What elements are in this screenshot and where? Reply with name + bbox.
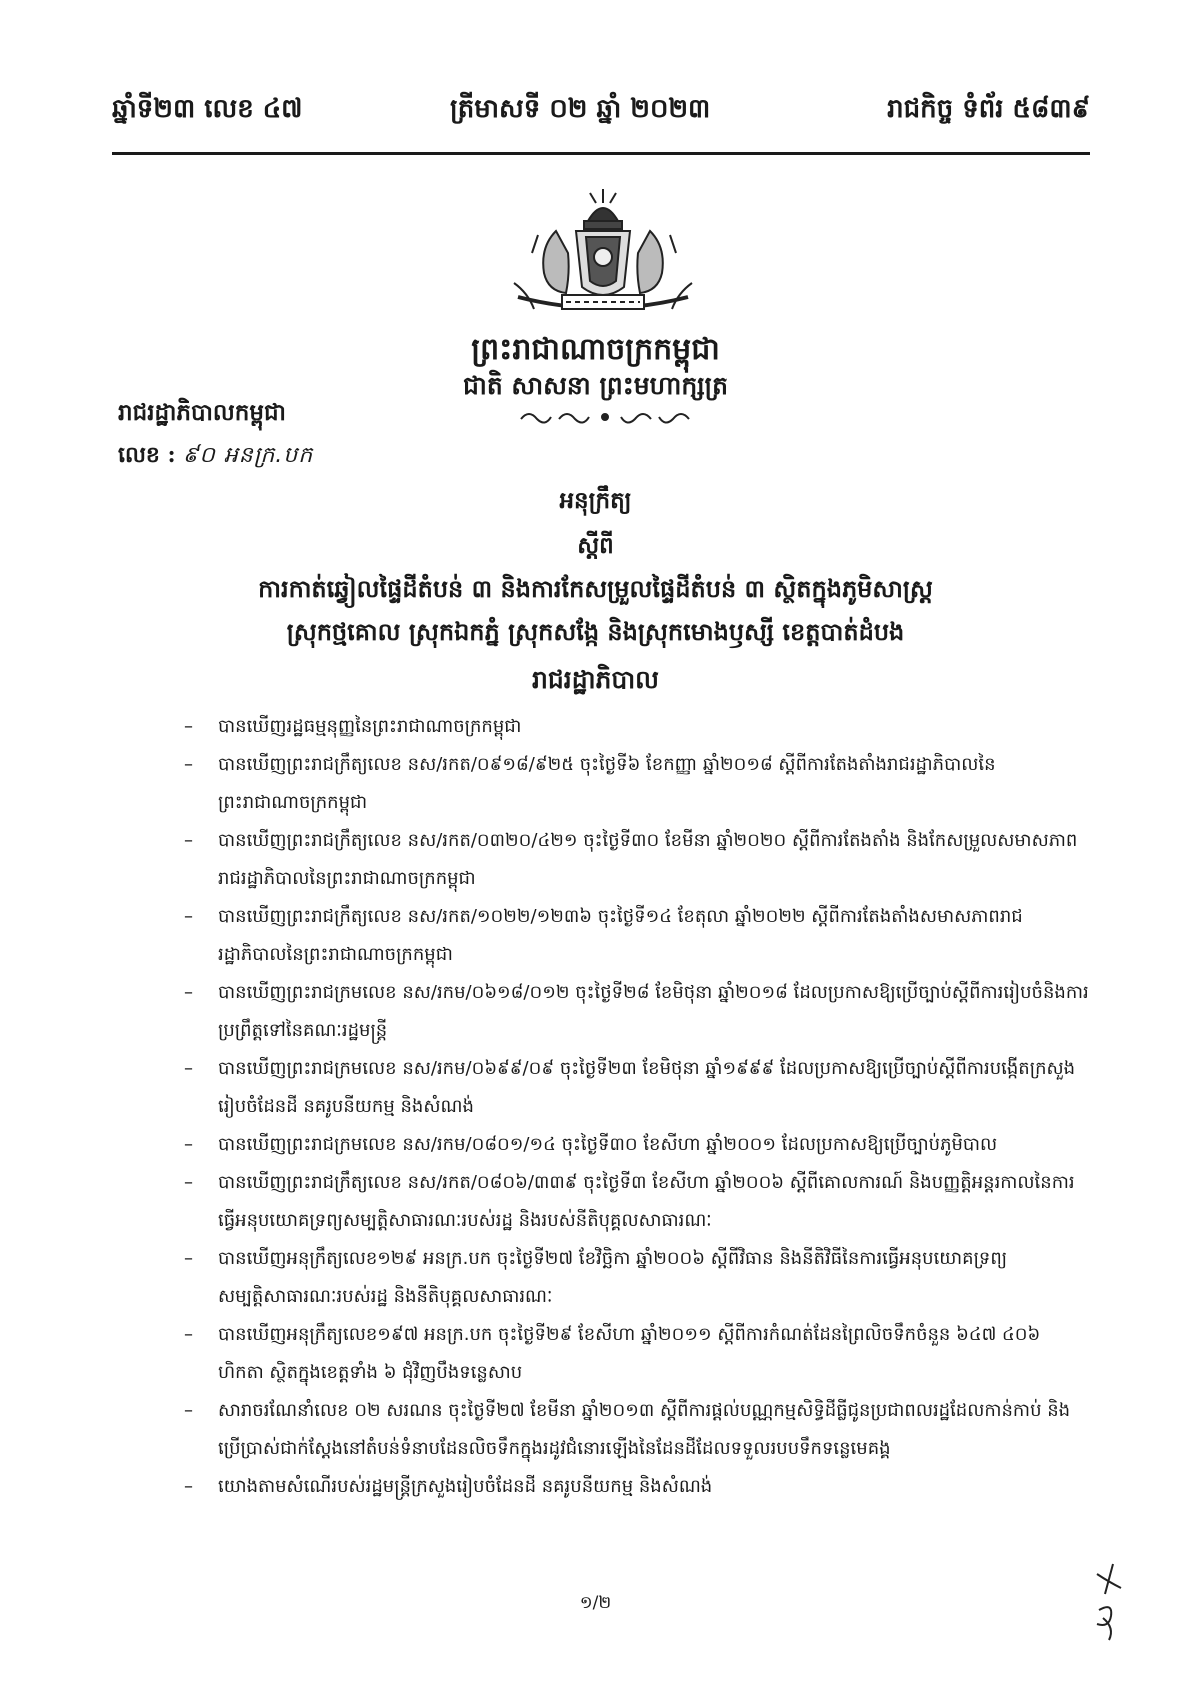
gazette-issue: ឆ្នាំទី២៣ លេខ ៤៧	[112, 94, 303, 124]
preamble-item: – សារាចរណែនាំលេខ ០២ សរណន ចុះថ្ងៃទី២៧ ខែមីនា ឆ្នាំ២០១៣ ស្តីពីការផ្តល់បណ្ណកម្មសិទ្ធិដីធ្លីជូនប្រជាពលរដ្ឋដែលកាន់កាប់ និងប្រើប្រាស់ជាក់ស្តែងនៅតំបន់ទំនាបដែនលិចទឹកក្នុងរដូវជំនោរឡើងនៃដែនដីដែលទទួលរបបទឹកទន្លេមេគង្គ	[184, 1392, 1089, 1468]
ornament-divider-icon	[515, 405, 695, 427]
reference-number	[118, 441, 313, 473]
royal-coat-of-arms-icon	[510, 187, 696, 323]
document-type: អនុក្រឹត្យ	[559, 487, 632, 514]
preamble-item: – យោងតាមសំណើរបស់រដ្ឋមន្ត្រីក្រសួងរៀបចំដែនដី នគរូបនីយកម្ម និងសំណង់	[184, 1468, 1089, 1506]
handwritten-initials-icon	[1083, 1558, 1127, 1646]
document-issuer: រាជរដ្ឋាភិបាល	[532, 665, 659, 694]
gazette-quarter: ត្រីមាសទី ០២ ឆ្នាំ ២០២៣	[450, 94, 711, 124]
kingdom-motto: ជាតិ សាសនា ព្រះមហាក្សត្រ	[463, 371, 728, 400]
gazette-header	[112, 88, 1090, 155]
preamble-item: – បានឃើញអនុក្រឹត្យលេខ១២៩ អនក្រ.បក ចុះថ្ងៃទី២៧ ខែវិច្ឆិកា ឆ្នាំ២០០៦ ស្តីពីវិធាន និងនីតិវិធីនៃការធ្វើអនុបយោគទ្រព្យសម្បត្តិសាធារណៈរបស់រដ្ឋ និងនីតិបុគ្គលសាធារណៈ	[184, 1240, 1089, 1316]
preamble-item: – បានឃើញអនុក្រឹត្យលេខ១៩៧ អនក្រ.បក ចុះថ្ងៃទី២៩ ខែសីហា ឆ្នាំ២០១១ ស្តីពីការកំណត់ដែនព្រៃលិចទឹកចំនួន ៦៤៧ ៤០៦ ហិកតា ស្ថិតក្នុងខេត្តទាំង ៦ ជុំវិញបឹងទន្លេសាប	[184, 1316, 1089, 1392]
page-number: ១/២	[579, 1593, 612, 1613]
gazette-page-number: រាជកិច្ច ទំព័រ ៥៨៣៩	[887, 94, 1090, 124]
reference-number-value: ៩០ អនក្រ.បក	[182, 443, 314, 468]
preamble-item: – បានឃើញព្រះរាជក្រមលេខ នស/រកម/០៨០១/១៤ ចុះថ្ងៃទី៣០ ខែសីហា ឆ្នាំ២០០១ ដែលប្រកាសឱ្យប្រើច្បាប់ភូមិបាល	[184, 1126, 1089, 1164]
preamble-item: – បានឃើញព្រះរាជក្រមលេខ នស/រកម/០៦១៨/០១២ ចុះថ្ងៃទី២៨ ខែមិថុនា ឆ្នាំ២០១៨ ដែលប្រកាសឱ្យប្រើច្បាប់ស្តីពីការរៀបចំនិងការប្រព្រឹត្តទៅនៃគណៈរដ្ឋមន្ត្រី	[184, 974, 1089, 1050]
preamble-item: – បានឃើញរដ្ឋធម្មនុញ្ញនៃព្រះរាជាណាចក្រកម្ពុជា	[184, 708, 1089, 746]
document-title-line-2: ស្រុកថ្មគោល ស្រុកឯកភ្នំ ស្រុកសង្កែ និងស្រុកមោងឫស្សី ខេត្តបាត់ដំបង	[286, 617, 905, 646]
preamble-item: – បានឃើញព្រះរាជក្រឹត្យលេខ នស/រកត/០៨០៦/៣៣៩ ចុះថ្ងៃទី៣ ខែសីហា ឆ្នាំ២០០៦ ស្តីពីគោលការណ៍ និងបញ្ញត្តិអន្តរកាលនៃការធ្វើអនុបយោគទ្រព្យសម្បត្តិសាធារណៈរបស់រដ្ឋ និងរបស់នីតិបុគ្គលសាធារណៈ	[184, 1164, 1089, 1240]
document-title-line-1: ការកាត់ឆ្វៀលផ្ទៃដីតំបន់ ៣ និងការកែសម្រួលផ្ទៃដីតំបន់ ៣ ស្ថិតក្នុងភូមិសាស្ត្រ	[258, 574, 933, 603]
document-about: ស្តីពី	[577, 532, 614, 559]
reference-number-label: លេខ :	[118, 442, 176, 468]
preamble-list	[184, 708, 1089, 1506]
preamble-item: – បានឃើញព្រះរាជក្រឹត្យលេខ នស/រកត/០៣២០/៤២១ ចុះថ្ងៃទី៣០ ខែមីនា ឆ្នាំ២០២០ ស្តីពីការតែងតាំង និងកែសម្រួលសមាសភាពរាជរដ្ឋាភិបាលនៃព្រះរាជាណាចក្រកម្ពុជា	[184, 822, 1089, 898]
preamble-item: – បានឃើញព្រះរាជក្រឹត្យលេខ នស/រកត/១០២២/១២៣៦ ចុះថ្ងៃទី១៤ ខែតុលា ឆ្នាំ២០២២ ស្តីពីការតែងតាំងសមាសភាពរាជរដ្ឋាភិបាលនៃព្រះរាជាណាចក្រកម្ពុជា	[184, 898, 1089, 974]
kingdom-name: ព្រះរាជាណាចក្រកម្ពុជា	[471, 332, 720, 367]
issuing-authority: រាជរដ្ឋាភិបាលកម្ពុជា	[118, 399, 286, 426]
preamble-item: – បានឃើញព្រះរាជក្រមលេខ នស/រកម/០៦៩៩/០៩ ចុះថ្ងៃទី២៣ ខែមិថុនា ឆ្នាំ១៩៩៩ ដែលប្រកាសឱ្យប្រើច្បាប់ស្តីពីការបង្កើតក្រសួងរៀបចំដែនដី នគរូបនីយកម្ម និងសំណង់	[184, 1050, 1089, 1126]
preamble-item: – បានឃើញព្រះរាជក្រឹត្យលេខ នស/រកត/០៩១៨/៩២៥ ចុះថ្ងៃទី៦ ខែកញ្ញា ឆ្នាំ២០១៨ ស្តីពីការតែងតាំងរាជរដ្ឋាភិបាលនៃព្រះរាជាណាចក្រកម្ពុជា	[184, 746, 1089, 822]
